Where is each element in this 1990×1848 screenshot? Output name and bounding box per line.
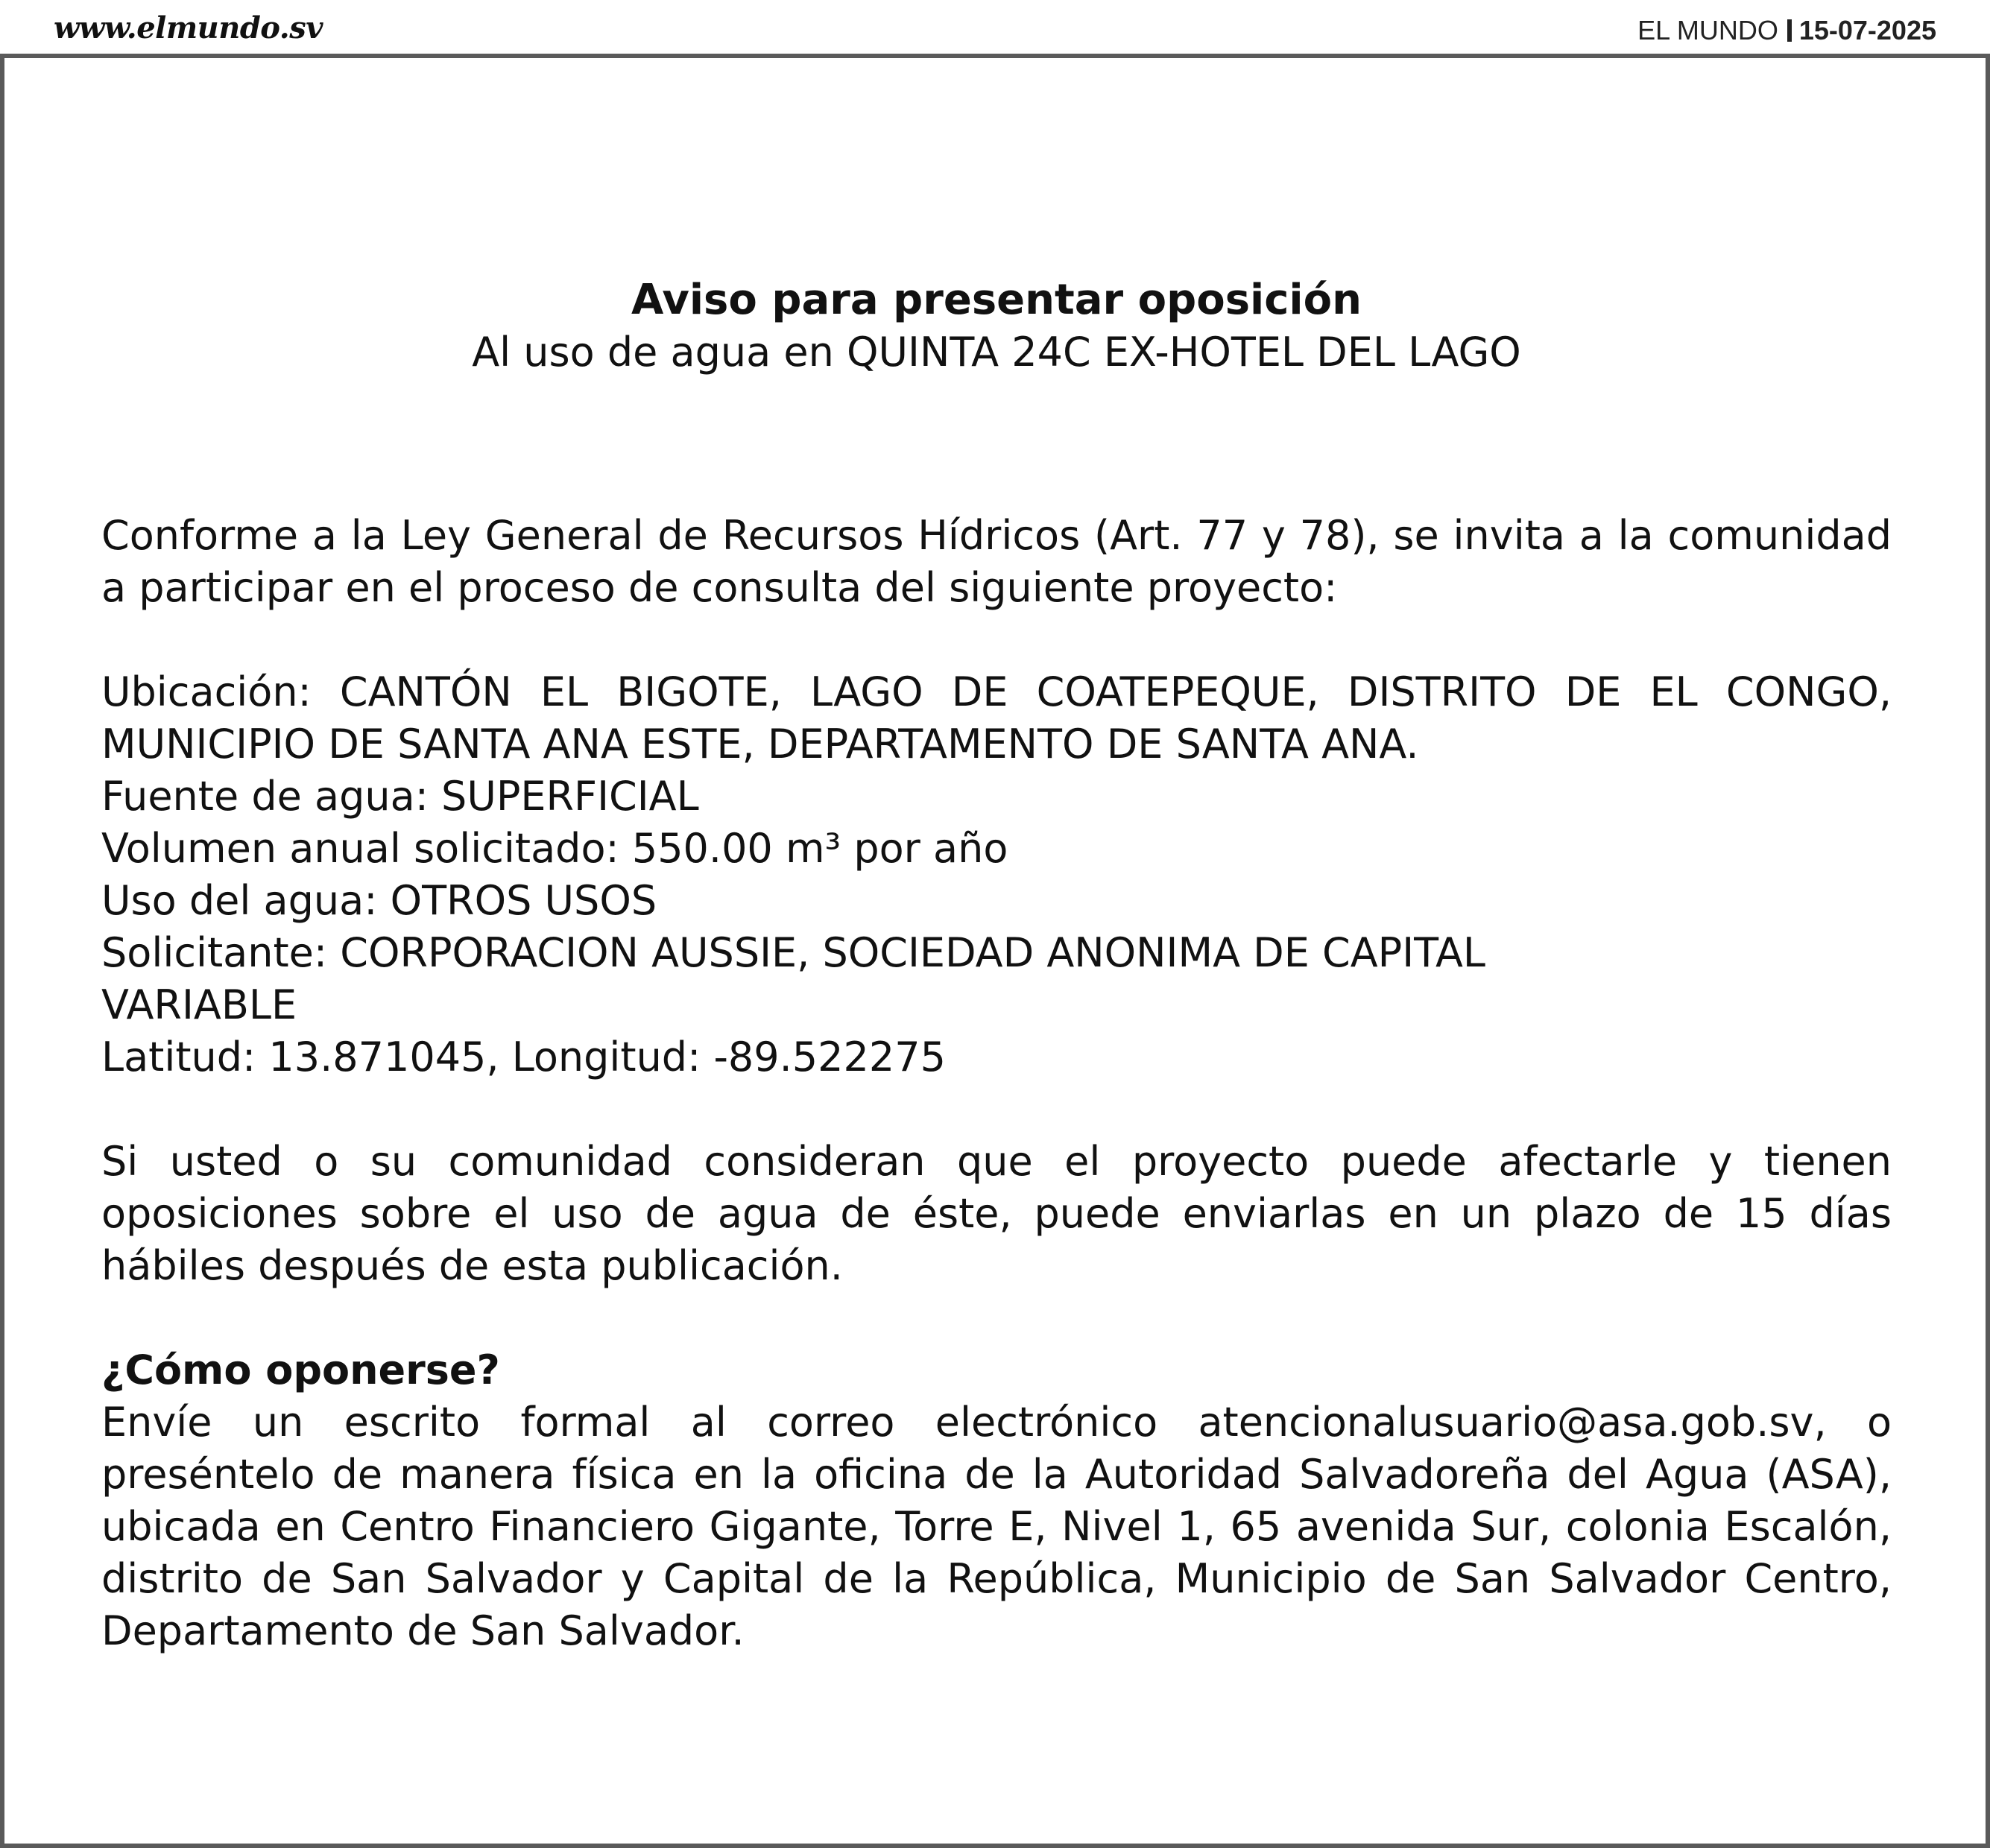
applicant-text: Solicitante: CORPORACION AUSSIE, SOCIEDAD ANONIMA DE CAPITAL: [101, 929, 1485, 976]
spacer: [101, 1083, 1892, 1136]
applicant-text-continued: VARIABLE: [101, 981, 297, 1028]
site-url[interactable]: www.elmundo.sv: [54, 10, 323, 45]
intro-paragraph: Conforme a la Ley General de Recursos Hídricos (Art. 77 y 78), se invita a la comunidad a participar en el proceso de consulta del siguiente proyecto:: [101, 512, 1892, 611]
opposition-paragraph: Si usted o su comunidad consideran que el proyecto puede afectarle y tienen oposiciones sobre el uso de agua de éste, puede enviarlas en un plazo de 15 días hábiles después de esta publicación.: [101, 1138, 1892, 1289]
notice-subtitle: Al uso de agua en QUINTA 24C EX-HOTEL DEL LAGO: [472, 329, 1521, 376]
how-to-oppose-heading: ¿Cómo oponerse?: [101, 1347, 500, 1393]
annual-volume-text: Volumen anual solicitado: 550.00 m³ por año: [101, 825, 1008, 872]
spacer: [101, 1292, 1892, 1344]
how-to-oppose-text: Envíe un escrito formal al correo electrónico atencionalusuario@asa.gob.sv, o preséntelo de manera física en la oficina de la Autoridad Salvadoreña del Agua (ASA), ubicada en Centro Financiero Gigante, Torre E, Nivel 1, 65 avenida Sur, colonia Escalón, distrito de San Salvador y Capital de la República, Municipio de San Salvador Centro, Departamento de San Salvador.: [101, 1399, 1892, 1654]
water-source-text: Fuente de agua: SUPERFICIAL: [101, 773, 699, 820]
notice-body: [101, 274, 1892, 1657]
water-use-text: Uso del agua: OTROS USOS: [101, 877, 657, 924]
location-text: Ubicación: CANTÓN EL BIGOTE, LAGO DE COATEPEQUE, DISTRITO DE EL CONGO, MUNICIPIO DE SANTA ANA ESTE, DEPARTAMENTO DE SANTA ANA.: [101, 668, 1892, 768]
notice-title: Aviso para presentar oposición: [631, 276, 1362, 324]
publication-info: [1637, 15, 1936, 46]
spacer: [101, 614, 1892, 666]
separator: [1787, 19, 1792, 42]
publication-name: EL MUNDO: [1637, 15, 1778, 45]
coordinates-text: Latitud: 13.871045, Longitud: -89.522275: [101, 1034, 946, 1080]
masthead: [0, 0, 1990, 54]
publication-date: 15-07-2025: [1798, 15, 1936, 45]
